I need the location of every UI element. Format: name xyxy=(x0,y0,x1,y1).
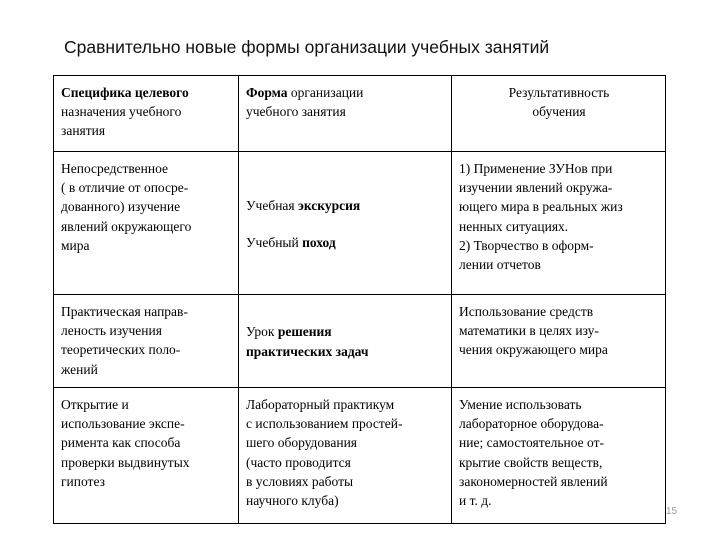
row1-form-cell xyxy=(239,152,452,295)
row3-results-text: Умение использовать лабораторное оборудова- ние; самостоятельное от- крытие свойств веществ, закономерностей явлений и т. д. xyxy=(459,397,608,509)
row1-form-hike-plain: Учебный xyxy=(246,235,303,251)
row3-specifics-cell xyxy=(54,388,239,524)
row3-form-text: Лабораторный практикум с использованием простей- шего оборудования (часто проводится в условиях работы научного клуба) xyxy=(246,397,403,509)
header-cell-results xyxy=(452,76,666,152)
row1-results-text: 1) Применение ЗУНов при изучении явлений окружа- ющего мира в реальных жиз ненных ситуациях. 2) Творчество в оформ- лении отчетов xyxy=(459,161,623,273)
slide-title: Сравнительно новые формы организации учебных занятий xyxy=(64,37,550,57)
row2-results-cell xyxy=(452,295,666,388)
row2-form-bold-1: решения xyxy=(277,324,332,340)
row2-form-cell xyxy=(239,295,452,388)
row2-results-text: Использование средств математики в целях изу- чения окружающего мира xyxy=(459,304,608,358)
row1-specifics-cell xyxy=(54,152,239,295)
row1-form-excursion-plain: Учебная xyxy=(246,198,299,213)
row3-form-cell xyxy=(239,388,452,524)
header-cell-specifics xyxy=(54,76,239,152)
row1-form-hike-bold: поход xyxy=(302,235,336,251)
table-row xyxy=(54,295,666,388)
table-row xyxy=(54,388,666,524)
row1-specifics-text: Непосредственное ( в отличие от опосре- дованного) изучение явлений окружающего мира xyxy=(61,161,192,253)
header-results-text: Результативность обучения xyxy=(508,85,610,120)
row2-form-bold-2: практических задач xyxy=(246,343,369,359)
comparison-table xyxy=(53,75,666,524)
header-specifics-rest: назначения учебного занятия xyxy=(61,104,182,139)
table-row xyxy=(54,152,666,295)
row2-form-plain: Урок xyxy=(246,324,278,340)
row2-specifics-cell xyxy=(54,295,239,388)
header-form-rest: организации учебного занятия xyxy=(246,85,364,120)
row1-form-excursion xyxy=(246,196,445,215)
header-specifics-bold: Специфика целевого xyxy=(61,85,189,100)
row3-results-cell xyxy=(452,388,666,524)
page-number: 15 xyxy=(666,506,678,517)
row1-form-hike xyxy=(246,233,445,252)
header-form-bold: Форма xyxy=(246,85,288,100)
row2-specifics-text: Практическая направ- леность изучения теоретических поло- жений xyxy=(61,304,188,377)
table-header-row xyxy=(54,76,666,152)
row1-results-cell xyxy=(452,152,666,295)
header-cell-form xyxy=(239,76,452,152)
row3-specifics-text: Открытие и использование экспе- римента как способа проверки выдвинутых гипотез xyxy=(61,397,190,489)
row1-form-excursion-bold: экскурсия xyxy=(298,198,361,213)
